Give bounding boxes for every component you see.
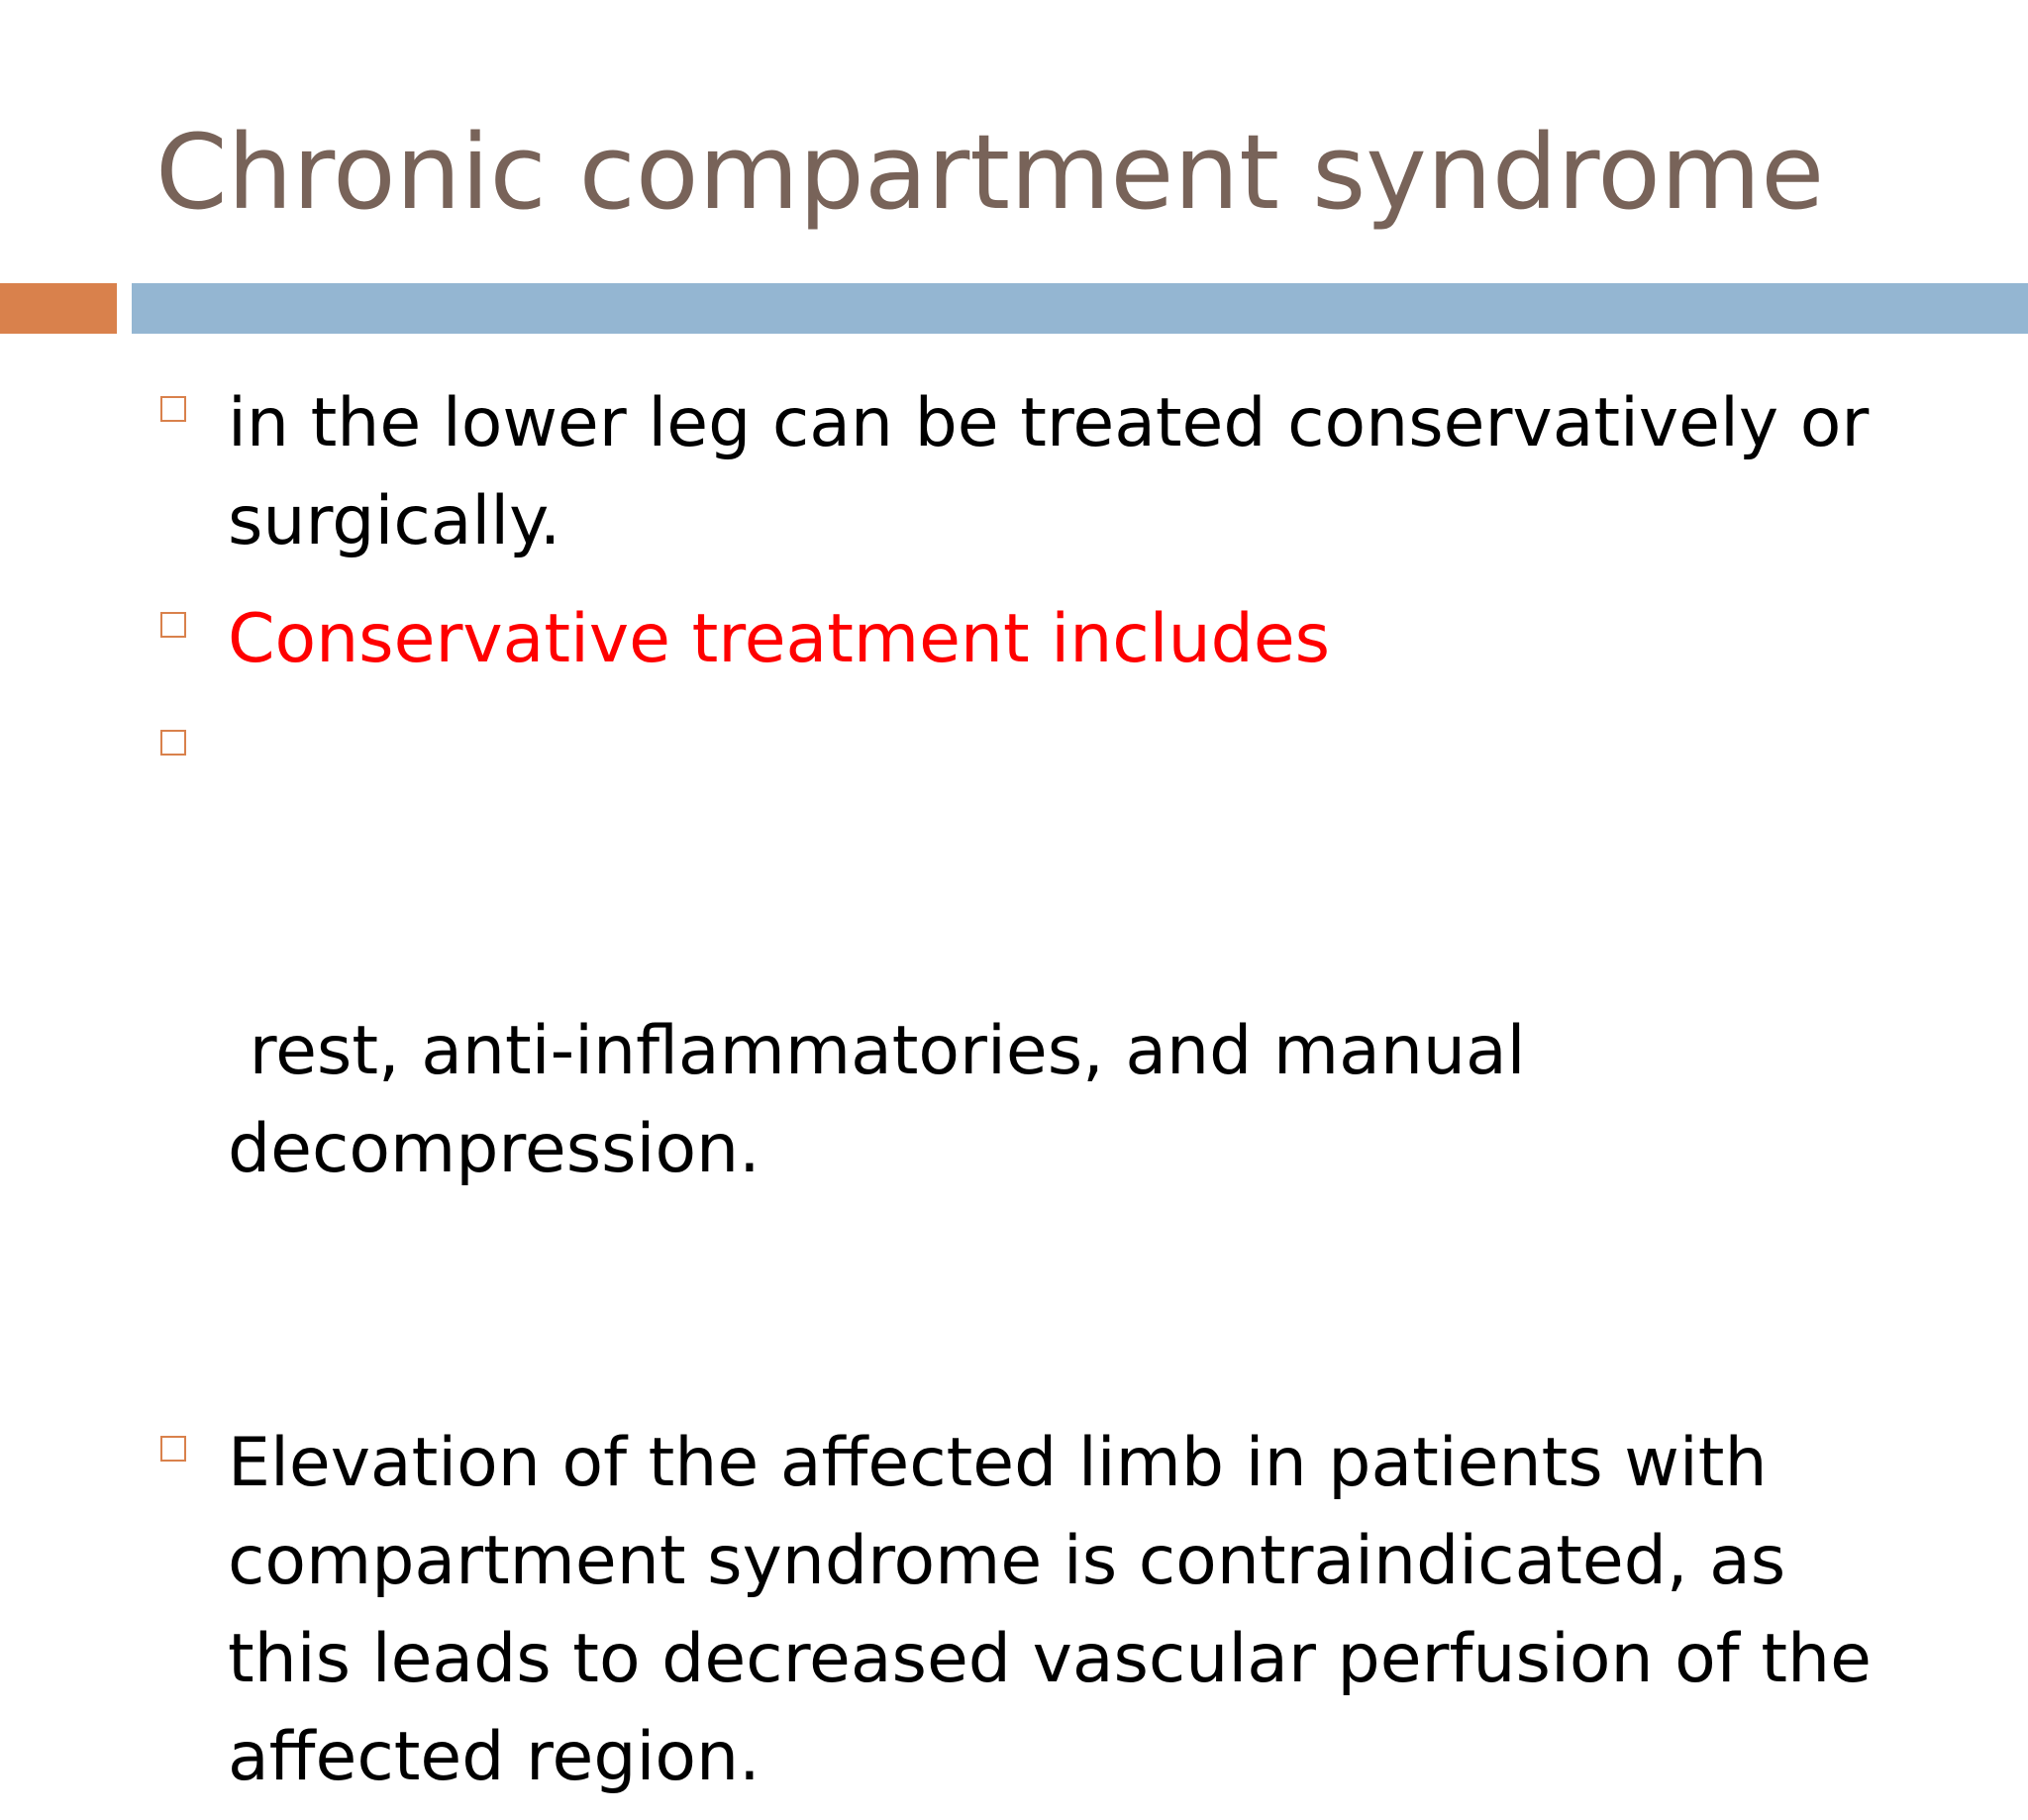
bullet-text: Conservative treatment includes: [228, 600, 1331, 678]
title-accent-bar-orange: [0, 283, 117, 334]
bullet-item: [160, 374, 1923, 570]
bullet-item: [160, 708, 1923, 1394]
hollow-square-bullet-icon: [160, 612, 186, 638]
bullet-item: [160, 1414, 1923, 1806]
title-accent-bar-blue: [132, 283, 2028, 334]
hollow-square-bullet-icon: [160, 1436, 186, 1462]
bullet-text: Elevation of the affected limb in patients with compartment syndrome is contraindicated, as this leads to decreased vascular perfusion of the affected region.: [228, 1424, 1872, 1796]
bullet-text: rest, anti-inflammatories, and manual decompression.: [228, 1012, 1548, 1188]
hollow-square-bullet-icon: [160, 730, 186, 756]
hollow-square-bullet-icon: [160, 396, 186, 422]
bullet-list: [160, 374, 1923, 1820]
slide-title: Chronic compartment syndrome: [155, 112, 1825, 233]
bullet-text: in the lower leg can be treated conservatively or surgically.: [228, 384, 1870, 560]
bullet-item: [160, 590, 1923, 688]
